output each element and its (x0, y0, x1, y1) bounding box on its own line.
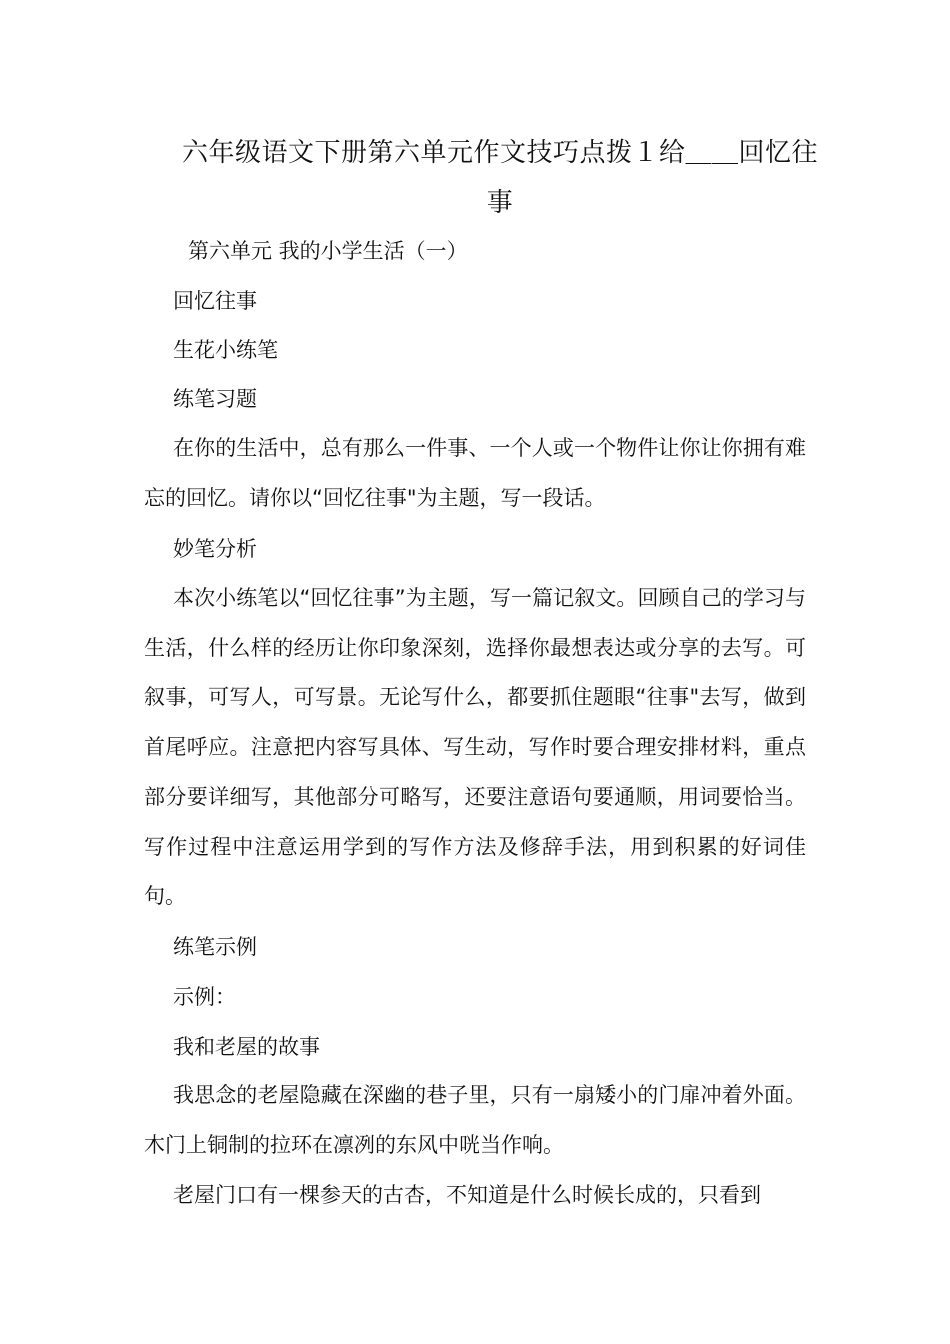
analysis-paragraph: 本次小练笔以“回忆往事”为主题，写一篇记叙文。回顾自己的学习与生活，什么样的经历让你印象深刻，选择你最想表达或分享的去写。可叙事，可写人，可写景。无论写什么，都要抓住题眼“往事"去写，做到首尾呼应。注意把内容写具体、写生动，写作时要合理安排材料，重点部分要详细写，其他部分可略写，还要注意语句要通顺，用词要恰当。写作过程中注意运用学到的写作方法及修辞手法，用到积累的好词佳句。 (144, 586, 806, 909)
unit-heading: 第六单元 我的小学生活（一） (188, 239, 468, 263)
example-paragraph-2: 老屋门口有一棵参天的古杏，不知道是什么时候长成的，只看到 (173, 1183, 761, 1207)
example-title: 我和老屋的故事 (173, 1035, 320, 1059)
section-example: 练笔示例 (173, 935, 257, 959)
exercise-paragraph: 在你的生活中，总有那么一件事、一个人或一个物件让你让你拥有难忘的回忆。请你以“回忆往事"为主题，写一段话。 (144, 436, 806, 510)
example-label: 示例： (173, 985, 236, 1009)
document-title: 六年级语文下册第六单元作文技巧点拨１给＿＿回忆往事 (181, 138, 818, 218)
section-exercise: 练笔习题 (173, 387, 257, 411)
example-paragraph-1: 我思念的老屋隐藏在深幽的巷子里，只有一扇矮小的门扉冲着外面。木门上铜制的拉环在凛冽的东风中咣当作响。 (144, 1083, 806, 1157)
topic-heading: 回忆往事 (173, 289, 257, 313)
section-practice: 生花小练笔 (173, 338, 278, 362)
section-analysis: 妙笔分析 (173, 537, 257, 561)
